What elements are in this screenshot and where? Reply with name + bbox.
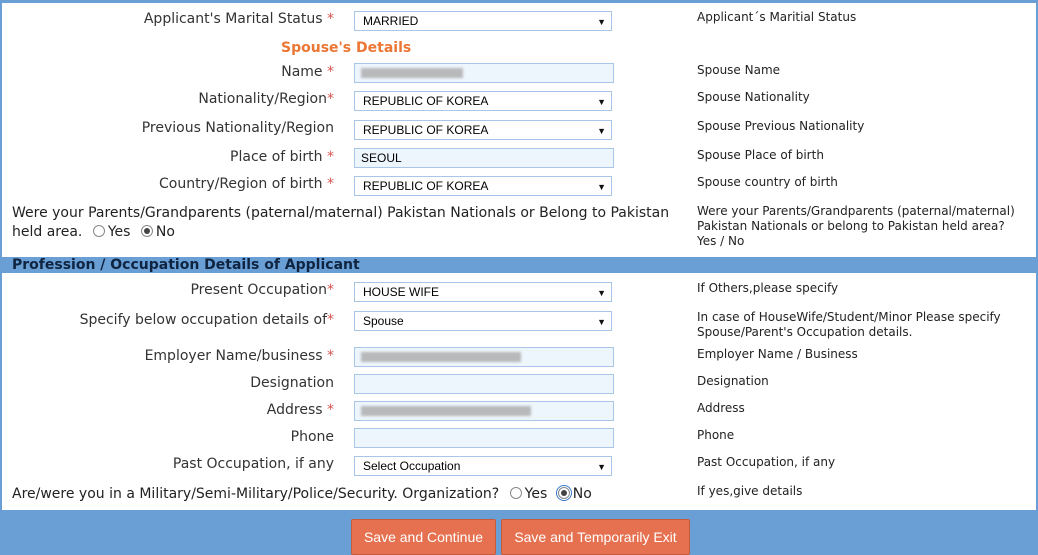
- marital-status-label: [144, 11, 334, 27]
- employer-name-help: Employer Name / Business: [697, 347, 858, 361]
- past-occupation-label: [173, 456, 334, 472]
- parents-question-text-2: held area.: [12, 224, 83, 240]
- occupation-details-of-label-text: Specify below occupation details of: [79, 312, 327, 328]
- present-occupation-label-text: Present Occupation: [190, 282, 327, 298]
- spouse-country-of-birth-value: REPUBLIC OF KOREA: [363, 179, 489, 193]
- parents-question-text: Were your Parents/Grandparents (paternal/maternal) Pakistan Nationals or Belong to Pakistan: [12, 205, 670, 221]
- required-asterisk: *: [327, 402, 334, 418]
- marital-status-value: MARRIED: [363, 14, 419, 28]
- military-question-help: If yes,give details: [697, 484, 803, 498]
- military-question: [12, 485, 592, 504]
- occupation-details-of-label: [80, 312, 334, 328]
- marital-status-select[interactable]: [354, 11, 612, 31]
- spouse-country-of-birth-label-text: Country/Region of birth: [158, 176, 323, 192]
- required-asterisk: *: [327, 64, 334, 80]
- required-asterisk: *: [327, 312, 334, 328]
- spouse-nationality-label: [198, 91, 334, 107]
- phone-help: Phone: [697, 428, 735, 442]
- employer-name-input[interactable]: [354, 347, 614, 367]
- present-occupation-value: HOUSE WIFE: [363, 285, 440, 299]
- required-asterisk: *: [327, 91, 334, 107]
- dropdown-arrow-icon: ▼: [597, 17, 606, 27]
- occupation-details-of-help: In case of HouseWife/Student/Minor Please specify Spouse/Parent's Occupation details.: [697, 310, 1001, 339]
- required-asterisk: *: [327, 282, 334, 298]
- spouse-section-title: Spouse's Details: [281, 40, 412, 56]
- occupation-details-of-value: Spouse: [363, 314, 404, 328]
- save-and-continue-button[interactable]: Save and Continue: [351, 519, 496, 555]
- top-border: [0, 0, 1038, 3]
- phone-label-text: Phone: [290, 429, 334, 445]
- parents-no-label: No: [155, 224, 175, 240]
- spouse-name-help: Spouse Name: [697, 63, 781, 77]
- spouse-country-of-birth-select[interactable]: [354, 176, 612, 196]
- profession-section-header: Profession / Occupation Details of Applicant: [2, 257, 1036, 273]
- occupation-details-of-select[interactable]: [354, 311, 612, 331]
- present-occupation-label: [190, 282, 334, 298]
- required-asterisk: *: [327, 348, 334, 364]
- dropdown-arrow-icon: ▼: [597, 288, 606, 298]
- phone-label: [291, 429, 334, 445]
- designation-help: Designation: [697, 374, 769, 388]
- spouse-place-of-birth-help: Spouse Place of birth: [697, 148, 824, 162]
- past-occupation-value: Select Occupation: [363, 459, 461, 473]
- spouse-place-of-birth-value: SEOUL: [361, 151, 402, 165]
- parents-yes-label: Yes: [107, 224, 131, 240]
- spouse-nationality-select[interactable]: [354, 91, 612, 111]
- past-occupation-select[interactable]: [354, 456, 612, 476]
- redacted-text: [361, 406, 531, 416]
- address-input[interactable]: [354, 401, 614, 421]
- spouse-place-of-birth-label: [230, 149, 334, 165]
- required-asterisk: *: [327, 11, 334, 27]
- marital-status-help: Applicant´s Maritial Status: [697, 10, 857, 24]
- spouse-name-label-text: Name: [281, 64, 323, 80]
- spouse-nationality-label-text: Nationality/Region: [198, 91, 327, 107]
- spouse-previous-nationality-value: REPUBLIC OF KOREA: [363, 123, 489, 137]
- redacted-text: [361, 68, 463, 78]
- present-occupation-help: If Others,please specify: [697, 281, 839, 295]
- military-yes-label: Yes: [524, 486, 548, 502]
- military-question-text: Are/were you in a Military/Semi-Military/Police/Security. Organization?: [12, 486, 500, 502]
- spouse-previous-nationality-label: [142, 120, 334, 136]
- past-occupation-help: Past Occupation, if any: [697, 455, 836, 469]
- dropdown-arrow-icon: ▼: [597, 182, 606, 192]
- designation-input[interactable]: [354, 374, 614, 394]
- spouse-nationality-value: REPUBLIC OF KOREA: [363, 94, 489, 108]
- required-asterisk: *: [327, 149, 334, 165]
- spouse-previous-nationality-label-text: Previous Nationality/Region: [141, 120, 334, 136]
- spouse-previous-nationality-help: Spouse Previous Nationality: [697, 119, 865, 133]
- spouse-place-of-birth-input[interactable]: [354, 148, 614, 168]
- dropdown-arrow-icon: ▼: [597, 97, 606, 107]
- parents-yes-radio[interactable]: [93, 225, 105, 237]
- spouse-country-of-birth-help: Spouse country of birth: [697, 175, 838, 189]
- phone-input[interactable]: [354, 428, 614, 448]
- military-yes-radio[interactable]: [510, 487, 522, 499]
- military-no-label: No: [572, 486, 592, 502]
- designation-label: [250, 375, 334, 391]
- spouse-name-label: [281, 64, 334, 80]
- save-and-exit-button[interactable]: Save and Temporarily Exit: [501, 519, 690, 555]
- redacted-text: [361, 352, 521, 362]
- parents-no-radio[interactable]: [141, 225, 153, 237]
- spouse-country-of-birth-label: [159, 176, 334, 192]
- address-help: Address: [697, 401, 745, 415]
- spouse-nationality-help: Spouse Nationality: [697, 90, 810, 104]
- dropdown-arrow-icon: ▼: [597, 126, 606, 136]
- parents-question-help: Were your Parents/Grandparents (paternal/maternal) Pakistan Nationals or belong to Pakistan held area? Yes / No: [697, 204, 1015, 248]
- past-occupation-label-text: Past Occupation, if any: [172, 456, 334, 472]
- spouse-place-of-birth-label-text: Place of birth: [230, 149, 323, 165]
- employer-name-label-text: Employer Name/business: [144, 348, 323, 364]
- marital-status-label-text: Applicant's Marital Status: [143, 11, 323, 27]
- dropdown-arrow-icon: ▼: [597, 317, 606, 327]
- address-label: [267, 402, 334, 418]
- dropdown-arrow-icon: ▼: [597, 462, 606, 472]
- parents-pakistan-question: [12, 204, 682, 242]
- required-asterisk: *: [327, 176, 334, 192]
- address-label-text: Address: [266, 402, 323, 418]
- spouse-previous-nationality-select[interactable]: [354, 120, 612, 140]
- left-border: [0, 0, 2, 510]
- present-occupation-select[interactable]: [354, 282, 612, 302]
- military-no-radio[interactable]: [558, 487, 570, 499]
- employer-name-label: [145, 348, 334, 364]
- spouse-name-input[interactable]: [354, 63, 614, 83]
- designation-label-text: Designation: [250, 375, 334, 391]
